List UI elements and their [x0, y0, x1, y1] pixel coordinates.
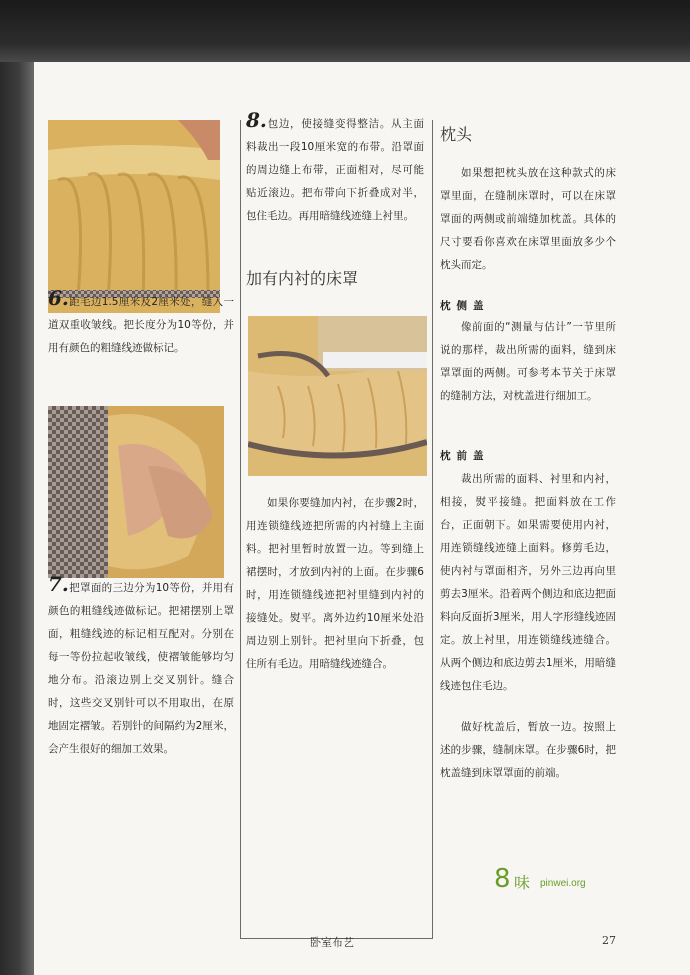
pillow-intro-text: 如果想把枕头放在这种款式的床罩里面，在缝制床罩时，可以在床罩罩面的两侧或前端缝加枕盖。具体的尺寸要看你喜欢在床罩里面放多少个枕头而定。 — [440, 167, 616, 271]
hands-photo — [48, 406, 224, 578]
front-cover-heading: 枕前盖 — [440, 450, 490, 462]
closing-text: 做好枕盖后，暂放一边。按照上述的步骤，缝制床罩。在步骤6时，把枕盖缝到床罩罩面的前端。 — [440, 721, 616, 779]
step-6-text: 距毛边1.5厘米及2厘米处，缝入一道双重收皱线。把长度分为10等份，并用有颜色的粗缝线迹做标记。 — [48, 296, 234, 354]
closing-paragraph — [440, 716, 616, 785]
logo-char: 味 — [514, 873, 531, 892]
scan-border-top — [0, 0, 690, 62]
logo-mark: 8 — [494, 864, 511, 894]
lined-bedspread-text: 如果你要缝加内衬，在步骤2时，用连锁缝线迹把所需的内衬缝上主面料。把衬里暂时放置一边。等到缝上裙摆时，才放到内衬的上面。在步骤6时，用连锁缝线迹把衬里缝到内衬的接缝处。熨平。离外边约10厘米处沿周边别上别针。把衬里向下折叠，包住所有毛边。用暗缝线迹缝合。 — [246, 497, 424, 670]
step-6-paragraph — [48, 288, 234, 360]
front-cover-text: 裁出所需的面料、衬里和内衬，相接，熨平接缝。把面料放在工作台，正面朝下。如果需要使用内衬，用连锁缝线迹缝上面料。修剪毛边，使内衬与罩面相齐，另外三边再向里剪去3厘米。沿着两个侧边和底边把面料向反面折3厘米，用人字形缝线迹固定。放上衬里，用连锁缝线迹缝合。从两个侧边和底边剪去1厘米，用暗缝线迹包住毛边。 — [440, 473, 616, 692]
step-6-number: 6. — [48, 286, 69, 310]
scan-border-left — [0, 62, 34, 975]
pillow-intro-paragraph — [440, 162, 616, 277]
step-8-paragraph — [246, 110, 424, 228]
step-7-number: 7. — [48, 572, 69, 596]
step-8-number: 8. — [246, 108, 267, 132]
logo-text: pinwei.org — [540, 878, 586, 889]
column-divider-right — [432, 120, 433, 938]
book-page — [34, 62, 690, 975]
step-8-text: 包边，使接缝变得整洁。从主面料裁出一段10厘米宽的布带。沿罩面的周边缝上布带，正面相对，尽可能贴近滚边。把布带向下折叠成对半，包住毛边。再用暗缝线迹缝上衬里。 — [246, 118, 424, 222]
front-cover-paragraph — [440, 468, 616, 698]
column-divider-left — [240, 120, 241, 938]
side-cover-paragraph — [440, 316, 616, 408]
lined-bedspread-paragraph — [246, 492, 424, 676]
lining-photo — [248, 316, 427, 476]
page-number: 27 — [602, 934, 616, 947]
side-cover-text: 像前面的“测量与估计”一节里所说的那样，裁出所需的面料，缝到床罩罩面的两侧。可参考本节关于床罩的缝制方法，对枕盖进行细加工。 — [440, 321, 616, 402]
step-7-paragraph — [48, 574, 234, 761]
lined-bedspread-heading: 加有内衬的床罩 — [246, 269, 359, 288]
pinwei-logo[interactable] — [494, 864, 604, 900]
ruffle-photo — [48, 120, 220, 313]
side-cover-heading: 枕侧盖 — [440, 300, 490, 312]
pillow-heading: 枕头 — [440, 125, 473, 144]
step-7-text: 把罩面的三边分为10等份，并用有颜色的粗缝线迹做标记。把裙摆别上罩面，粗缝线迹的标记相互配对。分别在每一等份拉起收皱线，使褶皱能够均匀地分布。沿滚边别上交叉别针。缝合时，这些交叉别针可以不用取出，在原地固定褶皱。若别针的间隔约为2厘米，会产生很好的细加工效果。 — [48, 582, 234, 755]
footer-title: 卧室布艺 — [310, 936, 354, 949]
